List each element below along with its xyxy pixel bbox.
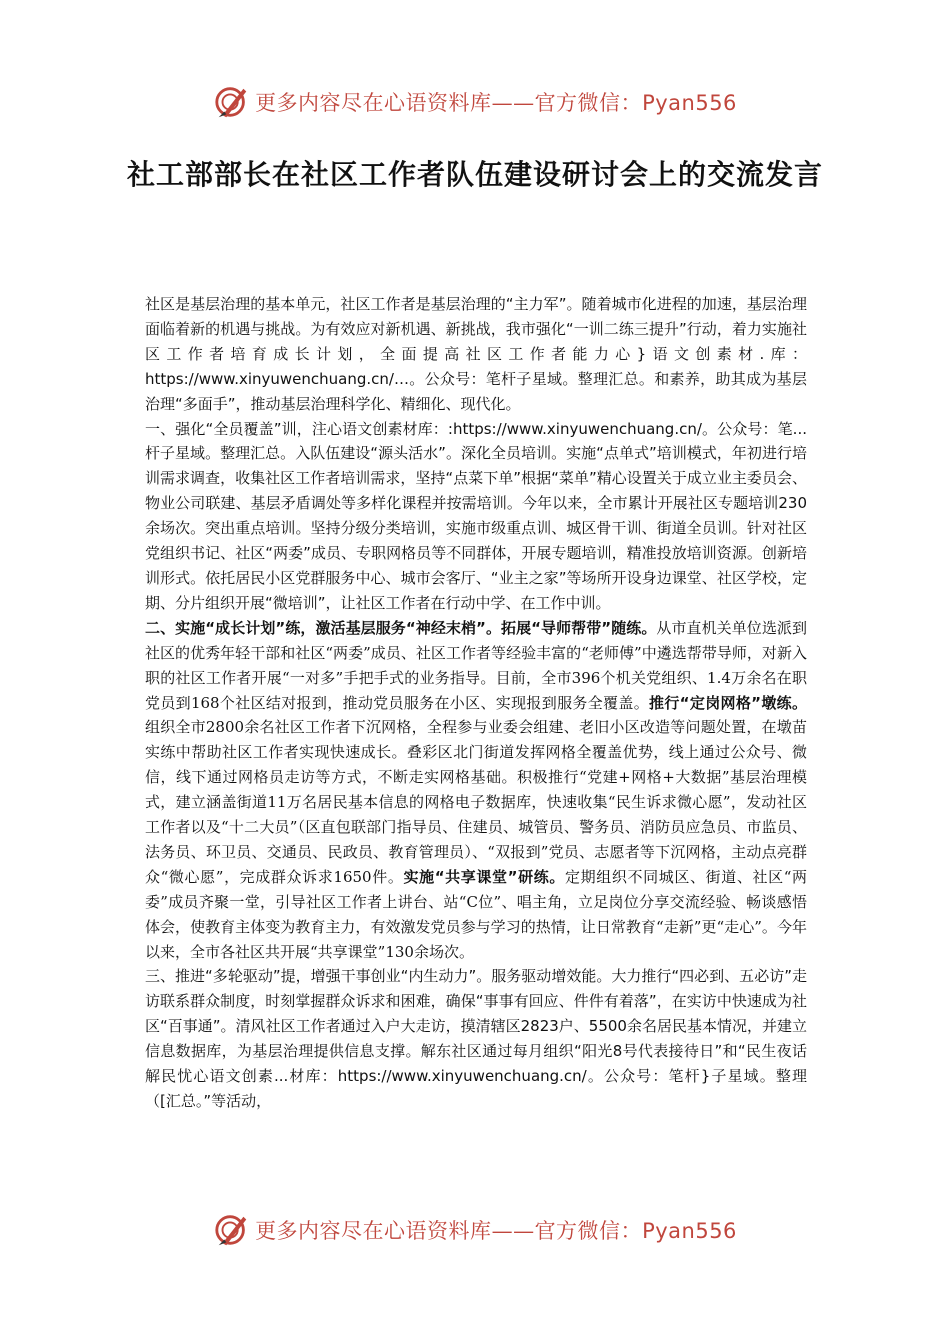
watermark-banner-bottom bbox=[0, 1210, 950, 1250]
watermark-wx-label: 官方微信： bbox=[534, 1219, 643, 1243]
document-title: 社工部部长在社区工作者队伍建设研讨会上的交流发言 bbox=[126, 158, 823, 191]
watermark-text bbox=[255, 87, 737, 117]
section-2-text-2: 组织全市2800余名社区工作者下沉网格，全程参与业委会组建、老旧小区改造等问题处置，在墩苗实练中帮助社区工作者实现快速成长。叠彩区北门街道发挥网格全覆盖优势，线上通过公众号、微信，线下通过网格员走访等方式，不断走实网格基础。积极推行“党建+网格+大数据”基层治理模式，建立涵盖街道11万名居民基本信息的网格电子数据库，快速收集“民生诉求微心愿”，发动社区工作者以及“十二大员”（区直包联部门指导员、住建员、城管员、警务员、消防员应急员、市监员、法务员、环卫员、交通员、民政员、教育管理员）、“双报到”党员、志愿者等下沉网格，主动点亮群众“微心愿”，完成群众诉求1650件。 bbox=[145, 718, 807, 886]
pen-logo-icon bbox=[213, 83, 251, 121]
watermark-wx-id: Pyan556 bbox=[642, 1219, 737, 1243]
paragraph-intro: 社区是基层治理的基本单元，社区工作者是基层治理的“主力军”。随着城市化进程的加速，基层治理面临着新的机遇与挑战。为有效应对新机遇、新挑战，我市强化“一训二练三提升”行动，着力实施社区工作者培育成长计划，全面提高社区工作者能力心}语文创素材.库：https://www.xinyuwenchuang.cn/…。公众号：笔杆子星域。整理汇总。和素养，助其成为基层治理“多面手”，推动基层治理科学化、精细化、现代化。 bbox=[145, 295, 807, 413]
watermark-cn: 更多内容尽在心语资料库 bbox=[255, 91, 492, 115]
paragraph-section-2 bbox=[145, 616, 807, 965]
section-2-text-1: 从市直机关单位选派到社区的优秀年轻干部和社区“两委”成员、社区工作者等经验丰富的“老师傅”中遴选帮带导师，对新入职的社区工作者开展“一对多”手把手式的业务指导。目前，全市396个机关党组织、1.4万余名在职党员到168个社区结对报到，推动党员服务在小区、实现报到服务全覆盖。 bbox=[145, 618, 807, 712]
section-2-subheading-3: 实施“共享课堂”研练。 bbox=[403, 867, 566, 886]
pen-logo-icon bbox=[213, 1211, 251, 1249]
watermark-banner-top bbox=[0, 82, 950, 122]
paragraph-section-3: 三、推进“多轮驱动”提，增强干事创业“内生动力”。服务驱动增效能。大力推行“四必到、五必访”走访联系群众制度，时刻掌握群众诉求和困难，确保“事事有回应、件件有着落”，在实访中快速成为社区“百事通”。清风社区工作者通过入户大走访，摸清辖区2823户、5500余名居民基本情况，并建立信息数据库，为基层治理提供信息支撑。解东社区通过每月组织“阳光8号代表接待日”和“民生夜话解民忧心语文创素...材库：https://www.xinyuwenchuang.cn/。公众号：笔杆}子星域。整理（[汇总。”等活动， bbox=[145, 967, 807, 1110]
watermark-dash: —— bbox=[491, 1219, 535, 1243]
document-body bbox=[145, 292, 807, 1114]
section-2-heading: 二、实施“成长计划”练，激活基层服务“神经末梢”。拓展“导师帮带”随练。 bbox=[145, 618, 657, 637]
section-2-text-3: 定期组织不同城区、街道、社区“两委”成员齐聚一堂，引导社区工作者上讲台、站“C位”、唱主角，立足岗位分享交流经验、畅谈感悟体会，使教育主体变为教育主力，有效激发党员参与学习的热情，让日常教育“走新”更“走心”。今年以来，全市各社区共开展“共享课堂”130余场次。 bbox=[145, 867, 808, 961]
watermark-cn: 更多内容尽在心语资料库 bbox=[255, 1219, 492, 1243]
section-2-subheading-2: 推行“定岗网格”墩练。 bbox=[649, 693, 807, 712]
watermark-text bbox=[255, 1215, 737, 1245]
paragraph-section-1: 一、强化“全员覆盖”训，注心语文创素材库：:https://www.xinyuwenchuang.cn/。公众号：笔...杆子星域。整理汇总。入队伍建设“源头活水”。深化全员培训。实施“点单式”培训模式，年初进行培训需求调查，收集社区工作者培训需求，坚持“点菜下单”根据“菜单”精心设置关于成立业主委员会、物业公司联建、基层矛盾调处等多样化课程并按需培训。今年以来，全市累计开展社区专题培训230余场次。突出重点培训。坚持分级分类培训，实施市级重点训、城区骨干训、街道全员训。针对社区党组织书记、社区“两委”成员、专职网格员等不同群体，开展专题培训，精准投放培训资源。创新培训形式。依托居民小区党群服务中心、城市会客厅、“业主之家”等场所开设身边课堂、社区学校，定期、分片组织开展“微培训”，让社区工作者在行动中学、在工作中训。 bbox=[145, 419, 807, 612]
watermark-dash: —— bbox=[491, 91, 535, 115]
watermark-wx-id: Pyan556 bbox=[642, 91, 737, 115]
watermark-wx-label: 官方微信： bbox=[534, 91, 643, 115]
